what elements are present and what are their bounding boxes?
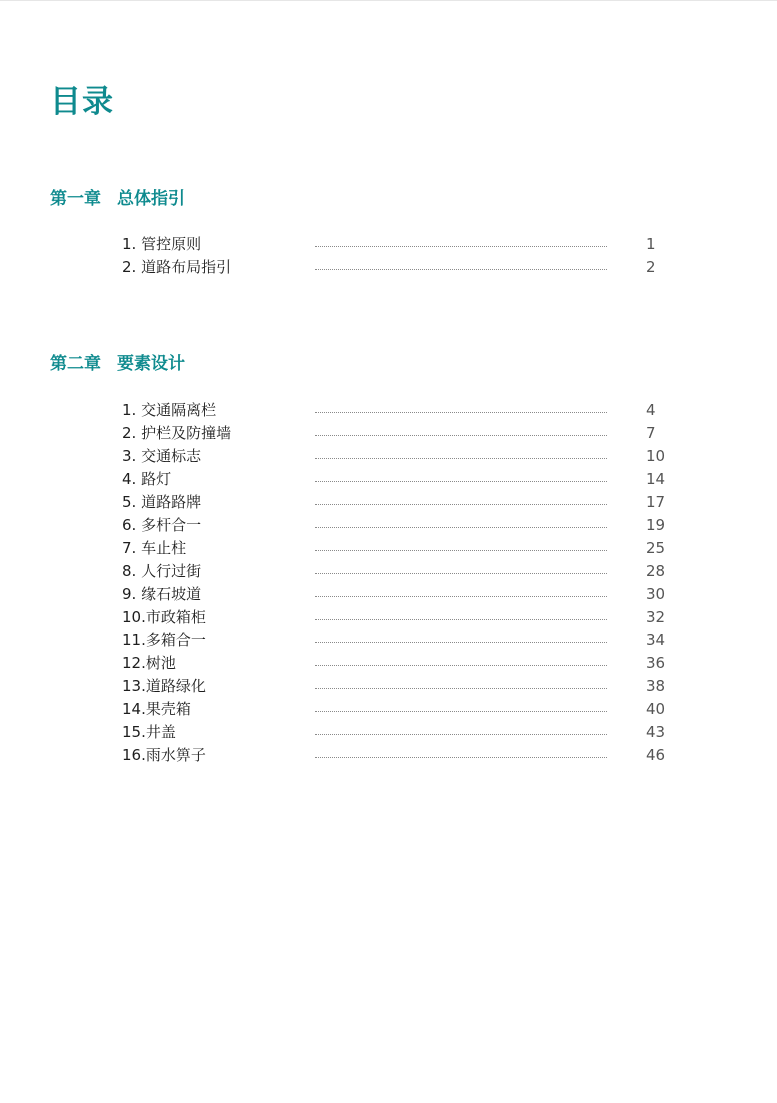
toc-entry-page: 19 xyxy=(646,516,666,534)
toc-entry-label: 12.树池 xyxy=(122,654,176,672)
toc-entry-label: 8. 人行过街 xyxy=(122,562,202,580)
toc-entry-label: 4. 路灯 xyxy=(122,470,172,488)
toc-entry-page: 32 xyxy=(646,608,666,626)
toc-entry[interactable] xyxy=(122,744,667,767)
toc-entry-label: 1. 管控原则 xyxy=(122,235,202,253)
dot-leader xyxy=(315,246,607,247)
dot-leader xyxy=(315,269,607,270)
toc-entry[interactable] xyxy=(122,233,667,256)
dot-leader xyxy=(315,458,607,459)
toc-entry-page: 17 xyxy=(646,493,666,511)
toc-entry-label: 9. 缘石坡道 xyxy=(122,585,202,603)
page-top-divider xyxy=(0,0,777,1)
toc-entry-label: 16.雨水箅子 xyxy=(122,746,206,764)
toc-entry-label: 11.多箱合一 xyxy=(122,631,206,649)
toc-entry-label: 7. 车止柱 xyxy=(122,539,187,557)
dot-leader xyxy=(315,757,607,758)
toc-entry[interactable] xyxy=(122,606,667,629)
dot-leader xyxy=(315,435,607,436)
toc-entry-page: 38 xyxy=(646,677,666,695)
toc-entry[interactable] xyxy=(122,698,667,721)
toc-entry-label: 3. 交通标志 xyxy=(122,447,202,465)
toc-entry-page: 28 xyxy=(646,562,666,580)
toc-entry-label: 14.果壳箱 xyxy=(122,700,191,718)
toc-entry-label: 2. 道路布局指引 xyxy=(122,258,232,276)
toc-entry[interactable] xyxy=(122,256,667,279)
dot-leader xyxy=(315,481,607,482)
toc-entry[interactable] xyxy=(122,491,667,514)
dot-leader xyxy=(315,550,607,551)
toc-entry-page: 46 xyxy=(646,746,666,764)
toc-entry-page: 30 xyxy=(646,585,666,603)
page-title: 目录 xyxy=(50,84,114,120)
toc-entry-label: 1. 交通隔离栏 xyxy=(122,401,217,419)
toc-entry[interactable] xyxy=(122,445,667,468)
toc-entry-page: 43 xyxy=(646,723,666,741)
chapter-name: 要素设计 xyxy=(117,354,185,374)
toc-list-chapter-2 xyxy=(122,399,667,767)
toc-entry[interactable] xyxy=(122,514,667,537)
toc-entry-label: 15.井盖 xyxy=(122,723,176,741)
chapter-name: 总体指引 xyxy=(117,189,185,209)
toc-entry[interactable] xyxy=(122,468,667,491)
toc-entry-page: 7 xyxy=(646,424,656,442)
toc-entry-label: 10.市政箱柜 xyxy=(122,608,206,626)
toc-entry-page: 10 xyxy=(646,447,666,465)
dot-leader xyxy=(315,688,607,689)
toc-entry[interactable] xyxy=(122,399,667,422)
toc-entry[interactable] xyxy=(122,560,667,583)
dot-leader xyxy=(315,573,607,574)
toc-entry[interactable] xyxy=(122,422,667,445)
toc-entry[interactable] xyxy=(122,652,667,675)
chapter-number: 第二章 xyxy=(50,354,101,374)
toc-entry-page: 1 xyxy=(646,235,656,253)
chapter-heading-2 xyxy=(50,352,185,376)
toc-entry[interactable] xyxy=(122,583,667,606)
toc-entry[interactable] xyxy=(122,675,667,698)
toc-list-chapter-1 xyxy=(122,233,667,279)
toc-entry-label: 5. 道路路牌 xyxy=(122,493,202,511)
dot-leader xyxy=(315,734,607,735)
toc-entry-label: 6. 多杆合一 xyxy=(122,516,202,534)
toc-entry-label: 2. 护栏及防撞墙 xyxy=(122,424,232,442)
toc-entry-label: 13.道路绿化 xyxy=(122,677,206,695)
toc-entry-page: 14 xyxy=(646,470,666,488)
toc-entry[interactable] xyxy=(122,629,667,652)
toc-entry-page: 36 xyxy=(646,654,666,672)
toc-entry-page: 4 xyxy=(646,401,656,419)
dot-leader xyxy=(315,596,607,597)
toc-entry-page: 34 xyxy=(646,631,666,649)
toc-entry-page: 40 xyxy=(646,700,666,718)
dot-leader xyxy=(315,504,607,505)
dot-leader xyxy=(315,711,607,712)
dot-leader xyxy=(315,619,607,620)
dot-leader xyxy=(315,665,607,666)
toc-entry[interactable] xyxy=(122,721,667,744)
dot-leader xyxy=(315,642,607,643)
dot-leader xyxy=(315,412,607,413)
toc-entry-page: 2 xyxy=(646,258,656,276)
toc-entry[interactable] xyxy=(122,537,667,560)
toc-entry-page: 25 xyxy=(646,539,666,557)
chapter-heading-1 xyxy=(50,187,185,211)
dot-leader xyxy=(315,527,607,528)
chapter-number: 第一章 xyxy=(50,189,101,209)
